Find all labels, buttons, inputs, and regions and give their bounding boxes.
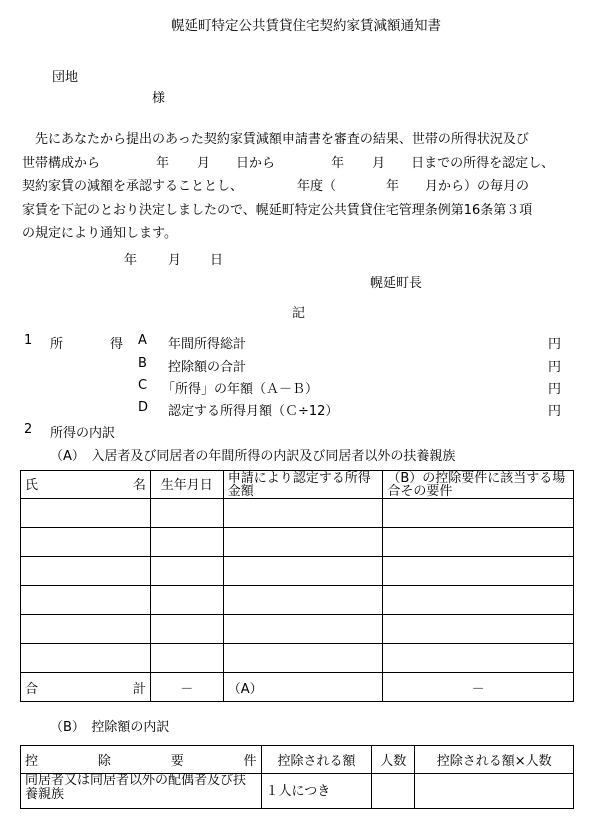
name-cell[interactable]	[21, 615, 151, 644]
issuer: 幌延町長	[370, 276, 423, 291]
section-2-number: 2	[24, 422, 33, 437]
section-1-heading-b: 得	[110, 337, 124, 352]
table-row	[21, 615, 574, 644]
date-day: 日	[210, 253, 224, 268]
birthdate-cell[interactable]	[150, 499, 223, 528]
total-requirement-dash: －	[383, 673, 574, 702]
subsection-b-heading: （B） 控除額の内訳	[50, 720, 170, 735]
item-unit-a: 円	[548, 337, 562, 352]
birthdate-cell[interactable]	[150, 528, 223, 557]
header-name: 氏 名	[21, 471, 151, 499]
item-unit-c: 円	[548, 382, 562, 397]
income-cell[interactable]	[223, 644, 383, 673]
header-certified-income: 申請により認定する所得金額	[223, 471, 383, 499]
header-birthdate: 生年月日	[150, 471, 223, 499]
item-label-a: 年間所得総計	[168, 337, 247, 352]
item-label-c: 「所得」の年額（Ａ－Ｂ）	[162, 382, 319, 397]
ki-heading: 記	[292, 306, 306, 321]
requirement-cell[interactable]	[383, 644, 574, 673]
subsection-a-heading: （A） 入居者及び同居者の年間所得の内訳及び同居者以外の扶養親族	[50, 449, 456, 464]
birthdate-cell[interactable]	[150, 644, 223, 673]
table-row	[21, 586, 574, 615]
header-person-count: 人数	[372, 746, 415, 774]
table-row	[21, 499, 574, 528]
body-line-2: 世帯構成から 年 月 日から 年 月 日までの所得を認定し、	[22, 155, 555, 171]
requirement-cell[interactable]	[383, 557, 574, 586]
item-unit-b: 円	[548, 360, 562, 375]
requirement-cell[interactable]	[383, 586, 574, 615]
name-cell[interactable]	[21, 499, 151, 528]
body-line-4: 家賃を下記のとおり決定しましたので、幌延町特定公共賃貸住宅管理条例第16条第３項	[22, 202, 533, 218]
total-label: 合 計	[21, 673, 151, 702]
deduction-person-count	[372, 774, 415, 809]
item-letter-d: D	[138, 400, 149, 415]
name-cell[interactable]	[21, 557, 151, 586]
item-label-d: 認定する所得月額（Ｃ÷12）	[168, 404, 339, 419]
table-row	[21, 528, 574, 557]
name-cell[interactable]	[21, 586, 151, 615]
table-header-row	[21, 471, 574, 499]
total-birthdate-dash: －	[150, 673, 223, 702]
body-line-3: 契約家賃の減額を承認することとし、 年度（ 年 月から）の毎月の	[22, 179, 530, 194]
income-cell[interactable]	[223, 557, 383, 586]
income-cell[interactable]	[223, 528, 383, 557]
body-line-5: の規定により通知します。	[22, 226, 177, 241]
deduction-requirement-spouse: 同居者又は同居者以外の配偶者及び扶養親族	[21, 774, 262, 809]
deduction-amount-total	[415, 774, 574, 809]
item-label-b: 控除額の合計	[168, 360, 247, 375]
header-deduction-requirement: 控 除 要 件	[21, 746, 262, 774]
section-1-heading-a: 所	[50, 337, 64, 352]
date-year: 年	[124, 253, 138, 268]
section-1-number: 1	[24, 333, 33, 348]
item-letter-a: A	[138, 333, 147, 348]
requirement-cell[interactable]	[383, 528, 574, 557]
header-deduction-requirement: （B）の控除要件に該当する場合その要件	[383, 471, 574, 499]
header-amount-times-count: 控除される額×人数	[415, 746, 574, 774]
income-breakdown-table	[20, 470, 574, 702]
body-line-1: 先にあなたから提出のあった契約家賃減額申請書を審査の結果、世帯の所得状況及び	[35, 132, 529, 147]
deduction-breakdown-table	[20, 745, 574, 809]
table-total-row	[21, 673, 574, 702]
item-letter-c: C	[138, 378, 148, 393]
birthdate-cell[interactable]	[150, 557, 223, 586]
deduction-header-row	[21, 746, 574, 774]
item-letter-b: B	[138, 356, 147, 371]
sama-label: 様	[152, 91, 166, 106]
table-row	[21, 557, 574, 586]
table-body	[21, 499, 574, 673]
name-cell[interactable]	[21, 528, 151, 557]
date-month: 月	[168, 253, 182, 268]
document-title: 幌延町特定公共賃貸住宅契約家賃減額通知書	[171, 18, 441, 34]
birthdate-cell[interactable]	[150, 586, 223, 615]
danchi-label: 団地	[52, 70, 79, 85]
deduction-amount-per-person: １人につき	[261, 774, 372, 809]
income-cell[interactable]	[223, 499, 383, 528]
deduction-row	[21, 774, 574, 809]
birthdate-cell[interactable]	[150, 615, 223, 644]
name-cell[interactable]	[21, 644, 151, 673]
section-2-heading: 所得の内訳	[50, 426, 116, 441]
header-deduction-amount: 控除される額	[261, 746, 372, 774]
item-unit-d: 円	[548, 404, 562, 419]
body-paragraph	[22, 128, 594, 246]
requirement-cell[interactable]	[383, 499, 574, 528]
table-row	[21, 644, 574, 673]
requirement-cell[interactable]	[383, 615, 574, 644]
total-income-a: （A）	[223, 673, 383, 702]
income-cell[interactable]	[223, 615, 383, 644]
income-cell[interactable]	[223, 586, 383, 615]
